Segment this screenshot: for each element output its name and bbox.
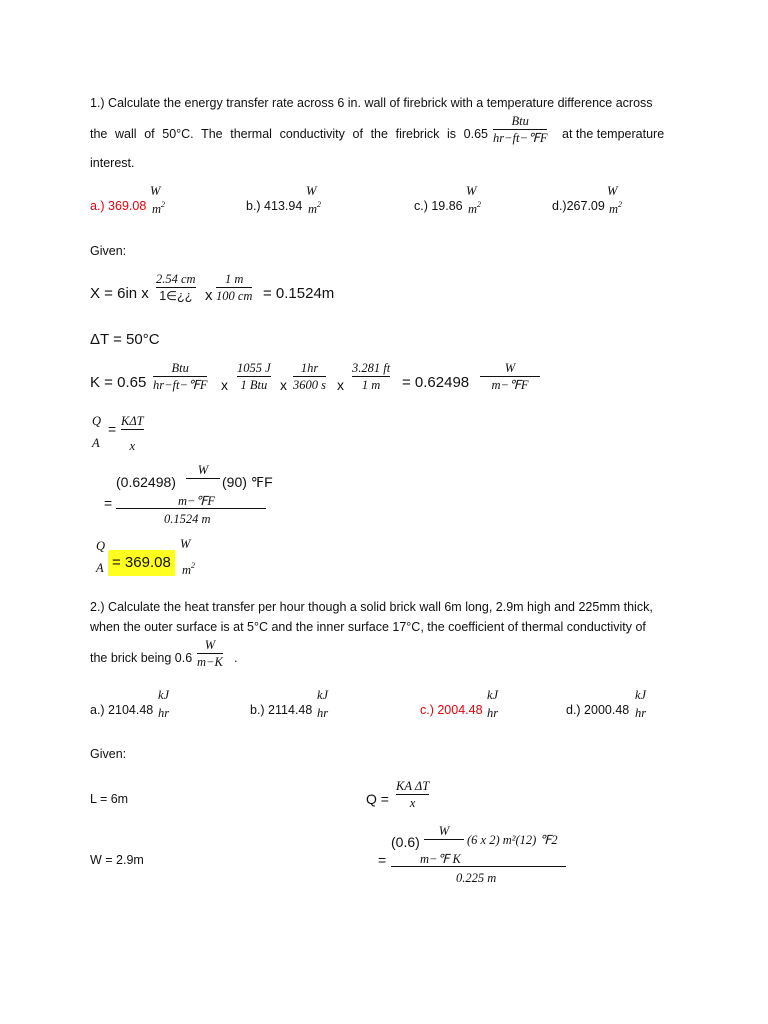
unit-den	[150, 198, 165, 216]
q1-k-frac-4	[352, 361, 390, 392]
q2-choice-c-unit	[487, 688, 498, 720]
unit-num: kJ	[635, 688, 647, 702]
unit-den	[607, 198, 622, 216]
fraction-bar	[480, 376, 540, 377]
fraction-bar	[121, 429, 144, 430]
q1-k-times-3: x	[337, 377, 344, 393]
a-symbol: A	[96, 561, 104, 575]
frac-num: W	[438, 824, 450, 838]
frac-num: 1055 J	[237, 361, 271, 375]
q1-line-3: interest.	[90, 156, 135, 170]
frac-den: m−℉F	[491, 378, 529, 392]
q1-choice-a: a.) 369.08	[90, 199, 147, 213]
q2-sub-unit	[424, 824, 464, 841]
q1-x-lhs: X = 6in x	[90, 285, 149, 302]
q1-choice-b: b.) 413.94	[246, 199, 303, 213]
q2-q-rhs	[396, 779, 429, 810]
q1-sub-fraction-bar	[116, 508, 266, 509]
q1-choice-d: d.)267.09	[552, 199, 605, 213]
unit-num: W	[180, 537, 191, 551]
a-symbol: A	[92, 436, 100, 450]
q1-choice-a-unit	[150, 184, 165, 216]
fraction-bar	[156, 287, 196, 288]
unit-exp: 2	[161, 200, 166, 209]
q1-k-unit	[493, 114, 547, 145]
unit-exp: 2	[191, 561, 196, 570]
fraction-bar	[424, 839, 464, 840]
q1-line-1: 1.) Calculate the energy transfer rate across 6 in. wall of firebrick with a temperature difference across	[90, 96, 653, 110]
q1-answer-unit	[180, 537, 195, 577]
q2-line-2: when the outer surface is at 5°C and the inner surface 17°C, the coefficient of thermal conductivity of	[90, 620, 646, 634]
q1-sub-k: (0.62498)	[116, 474, 176, 490]
q2-sub-equals: =	[378, 852, 387, 868]
unit-num: kJ	[317, 688, 329, 702]
q2-sub-mk: m−℉ K	[420, 852, 461, 866]
q1-answer-qa	[96, 539, 105, 575]
q1-sub-equals: =	[104, 495, 113, 511]
unit-den-text: m	[468, 202, 478, 216]
q2-sub-den: 0.225 m	[456, 871, 497, 885]
q1-k-result: = 0.62498	[402, 374, 470, 391]
q1-qa-fraction	[92, 414, 101, 450]
q1-k-unit-den: hr−ft−℉F	[493, 131, 548, 145]
unit-num: kJ	[158, 688, 170, 702]
frac-den: 100 cm	[216, 289, 253, 303]
q1-x-result: = 0.1524m	[263, 285, 335, 302]
unit-den: hr	[317, 706, 329, 720]
q2-choice-b: b.) 2114.48	[250, 703, 313, 717]
fraction-bar	[493, 129, 547, 130]
q1-k-frac-3	[293, 361, 326, 392]
frac-num: W	[204, 638, 216, 652]
q2-width: W = 2.9m	[90, 853, 144, 867]
frac-den: x	[409, 796, 416, 810]
q1-x-times: x	[205, 287, 213, 304]
unit-exp: 2	[317, 200, 322, 209]
q1-k-times-1: x	[221, 377, 228, 393]
q-symbol: Q	[92, 414, 102, 428]
frac-den: 3600 s	[293, 378, 326, 392]
q2-line-3: the brick being 0.6	[90, 651, 193, 665]
frac-den: 1 Btu	[240, 378, 268, 392]
fraction-bar	[293, 376, 326, 377]
q1-answer-value: = 369.08	[108, 550, 175, 576]
frac-num: 3.281 ft	[352, 361, 391, 375]
frac-den: x	[129, 439, 136, 453]
q1-sub-unit	[186, 463, 220, 480]
q1-sub-den: 0.1524 m	[164, 512, 211, 526]
unit-exp: 2	[618, 200, 623, 209]
frac-num: Btu	[171, 361, 189, 375]
unit-den	[466, 198, 481, 216]
unit-den: hr	[487, 706, 499, 720]
q2-length: L = 6m	[90, 792, 129, 806]
q1-sub-mf: m−℉F	[178, 494, 215, 508]
q1-qa-equals: =	[108, 421, 117, 437]
q1-choice-c-unit	[466, 184, 481, 216]
fraction-bar	[197, 653, 223, 654]
q2-sub-k: (0.6)	[391, 834, 420, 850]
fraction-bar	[352, 376, 390, 377]
q1-x-frac-1	[156, 272, 196, 303]
frac-den: m−K	[197, 655, 223, 669]
unit-den	[306, 198, 321, 216]
unit-den-text: m	[182, 563, 192, 577]
frac-num: W	[197, 463, 209, 477]
q1-k-frac-1	[153, 361, 207, 392]
unit-num: W	[607, 184, 618, 198]
q1-k-lhs: K = 0.65	[90, 374, 147, 391]
q1-k-unit-num: Btu	[511, 114, 529, 128]
q2-choice-c: c.) 2004.48	[420, 703, 483, 717]
q1-k-frac-2	[237, 361, 271, 392]
frac-num: W	[504, 361, 516, 375]
fraction-bar	[186, 478, 220, 479]
fraction-bar	[396, 794, 429, 795]
frac-num: KA ΔT	[396, 779, 430, 793]
q2-sub-rest: (6 x 2) m²(12) ℉2	[467, 833, 558, 847]
frac-num: 1hr	[300, 361, 319, 375]
unit-num: kJ	[487, 688, 499, 702]
q2-choice-d: d.) 2000.48	[566, 703, 630, 717]
q2-q-lhs: Q =	[366, 791, 389, 807]
q2-choice-d-unit	[635, 688, 646, 720]
q1-choice-d-unit	[607, 184, 622, 216]
q2-given-label: Given:	[90, 747, 127, 761]
q1-delta-t: ΔT = 50°C	[90, 331, 160, 348]
unit-num: W	[466, 184, 477, 198]
q1-x-frac-2	[216, 272, 252, 303]
frac-num: KΔT	[121, 414, 144, 428]
fraction-bar	[237, 376, 271, 377]
q2-line-1: 2.) Calculate the heat transfer per hour though a solid brick wall 6m long, 2.9m high and 225mm thick,	[90, 600, 653, 614]
unit-exp: 2	[477, 200, 482, 209]
q2-k-unit	[197, 638, 223, 669]
q2-choice-a-unit	[158, 688, 169, 720]
q2-choice-a: a.) 2104.48	[90, 703, 154, 717]
q1-line-2-end: at the temperature	[562, 127, 665, 141]
q1-choice-c: c.) 19.86	[414, 199, 463, 213]
q1-sub-dt: (90) ℉F	[222, 474, 273, 490]
fraction-bar	[216, 287, 252, 288]
q1-qa-rhs	[121, 414, 144, 453]
unit-den: hr	[158, 706, 170, 720]
q-symbol: Q	[96, 539, 106, 553]
unit-den-text: m	[308, 202, 318, 216]
q1-k-result-unit	[480, 361, 540, 392]
q2-choice-b-unit	[317, 688, 328, 720]
frac-num: 2.54 cm	[156, 272, 196, 286]
q1-line-2: the wall of 50°C. The thermal conductivity of the firebrick is 0.65	[90, 127, 488, 141]
q2-sub-fraction-bar	[391, 866, 566, 867]
unit-den-text: m	[152, 202, 162, 216]
frac-num: 1 m	[225, 272, 244, 286]
unit-num: W	[306, 184, 317, 198]
q1-k-times-2: x	[280, 377, 287, 393]
q1-choice-b-unit	[306, 184, 321, 216]
frac-den: 1∈¿¿	[159, 289, 193, 303]
unit-den: hr	[635, 706, 647, 720]
q2-line-3-end: .	[234, 651, 238, 665]
frac-den: hr−ft−℉F	[153, 378, 208, 392]
unit-den-text: m	[609, 202, 619, 216]
fraction-bar	[153, 376, 207, 377]
q1-given-label: Given:	[90, 244, 127, 258]
unit-den	[180, 559, 195, 577]
unit-num: W	[150, 184, 161, 198]
frac-den: 1 m	[361, 378, 381, 392]
